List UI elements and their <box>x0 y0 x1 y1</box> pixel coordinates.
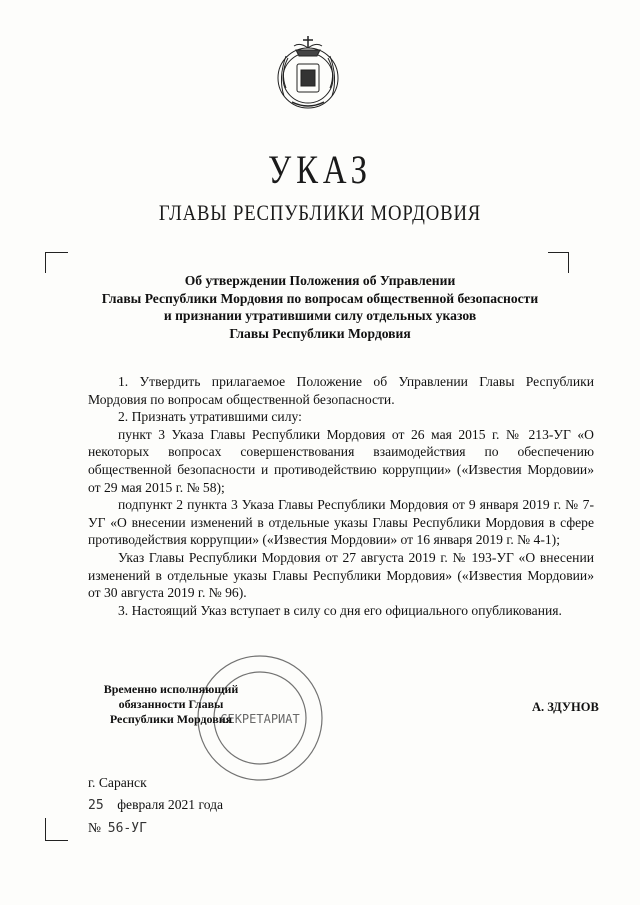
signatory-line: обязанности Главы <box>118 697 224 711</box>
stamp-center-text: СЕКРЕТАРИАТ <box>220 712 300 726</box>
date-rest: февраля 2021 года <box>117 797 224 812</box>
paragraph: подпункт 2 пункта 3 Указа Главы Республики Мордовия от 9 января 2019 г. № 7-УГ «О внесении изменений в отдельные указы Главы Республики Мордовия в сфере противодействия коррупции» («Известия Мордовии» от 16 января 2019 г. № 4-1); <box>88 497 594 548</box>
paragraph: 2. Признать утратившими силу: <box>118 409 302 425</box>
heading-line: Главы Республики Мордовия по вопросам общественной безопасности <box>101 290 539 306</box>
signatory-line: Республики Мордовия <box>109 712 233 726</box>
signatory-position <box>96 682 246 727</box>
document-title: УКАЗ <box>267 147 373 192</box>
paragraph: 3. Настоящий Указ вступает в силу со дня его официального опубликования. <box>118 602 562 618</box>
paragraph: пункт 3 Указа Главы Республики Мордовия от 26 мая 2015 г. № 213-УГ «О некоторых вопросах совершенствования взаимодействия по обеспечению общественной безопасности и противодействию коррупции» («Известия Мордовии» от 29 мая 2015 г. № 58); <box>88 426 594 495</box>
place-and-date <box>88 772 223 840</box>
decree-body <box>88 373 594 619</box>
heading-line: и признании утратившими силу отдельных указов <box>163 308 477 323</box>
coat-of-arms-emblem <box>270 28 346 114</box>
corner-mark-top-right <box>548 252 569 273</box>
document-subtitle: ГЛАВЫ РЕСПУБЛИКИ МОРДОВИЯ <box>158 200 482 225</box>
place-text: г. Саранск <box>88 775 147 790</box>
paragraph: 1. Утвердить прилагаемое Положение об Управлении Главы Республики Мордовия по вопросам общественной безопасности. <box>88 374 594 407</box>
decree-heading <box>80 272 560 342</box>
corner-mark-top-left <box>45 252 68 273</box>
decree-number: 56-УГ <box>107 821 147 836</box>
corner-mark-bottom-left <box>45 818 68 841</box>
heading-line: Главы Республики Мордовия <box>229 325 411 341</box>
date-day: 25 <box>88 798 104 813</box>
number-label: № <box>88 820 101 835</box>
heading-line: Об утверждении Положения об Управлении <box>184 273 456 288</box>
signatory-name: А. ЗДУНОВ <box>532 700 599 714</box>
signatory-line: Временно исполняющий <box>103 682 239 696</box>
paragraph: Указ Главы Республики Мордовия от 27 августа 2019 г. № 193-УГ «О внесении изменений в отдельные указы Главы Республики Мордовия» («Известия Мордовии» от 30 августа 2019 г. № 96). <box>88 549 594 601</box>
